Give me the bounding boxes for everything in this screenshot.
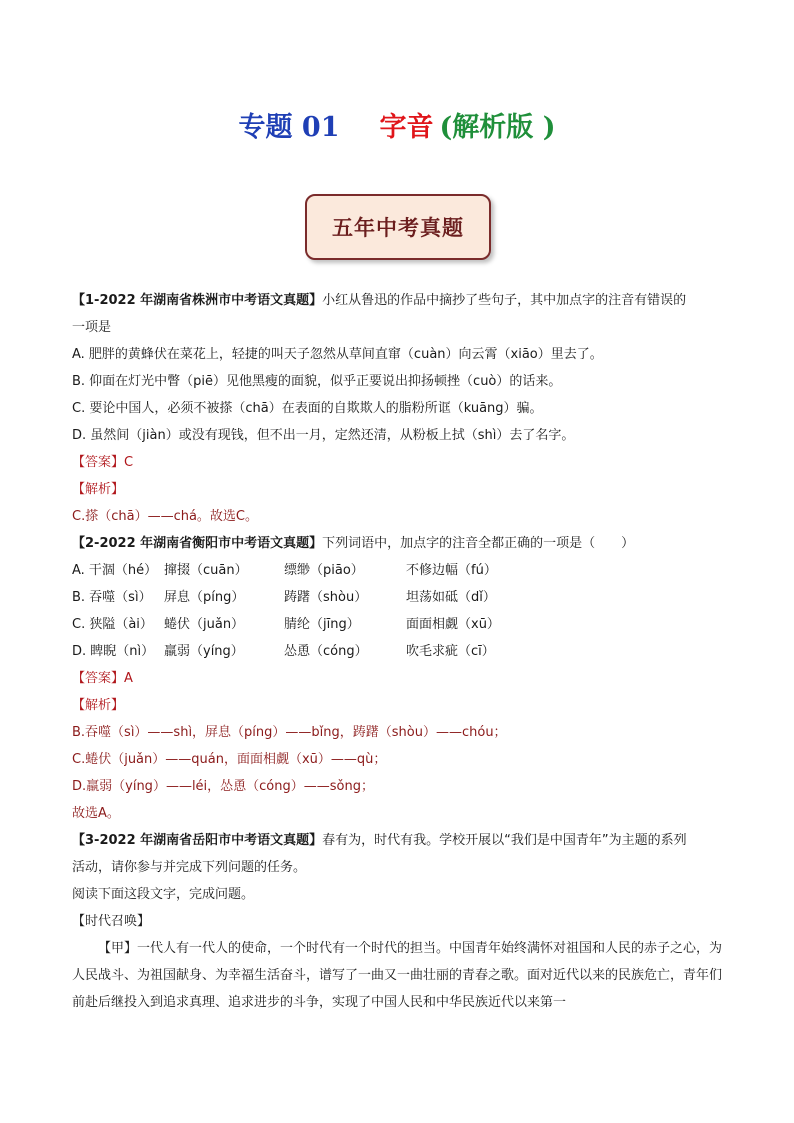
q2-word: C. 狭隘（ài） <box>72 617 153 632</box>
q3-stem-part1: 春有为，时代有我。学校开展以“我们是中国青年”为主题的系列 <box>322 833 687 848</box>
q2-word: A. 干涸（hé） <box>72 563 158 578</box>
q1-answer: 【答案】C <box>72 455 134 470</box>
q2-word: 吹毛求疵（cī） <box>406 644 495 659</box>
q2-analysis-line: C.蜷伏（juǎn）——quán，面面相觑（xū）——qù； <box>72 752 387 767</box>
q3-instruction: 阅读下面这段文字，完成问题。 <box>72 887 255 902</box>
q1-stem-line2: 一项是 <box>72 320 112 335</box>
q1-analysis-label: 【解析】 <box>72 482 125 497</box>
q2-analysis-line: D.羸弱（yíng）——léi，怂恿（cóng）——sǒng； <box>72 779 374 794</box>
q1-option-a: A. 肥胖的黄蜂伏在菜花上，轻捷的叫天子忽然从草间直窜（cuàn）向云霄（xiāo）里去了。 <box>72 347 603 362</box>
q2-option-row-a <box>72 557 724 584</box>
q3-passage: 【甲】一代人有一代人的使命，一个时代有一个时代的担当。中国青年始终满怀对祖国和人民的赤子之心，为人民战斗、为祖国献身、为幸福生活奋斗，谱写了一曲又一曲壮丽的青春之歌。面对近代以来的民族危亡，青年们前赴后继投入到追求真理、追求进步的斗争，实现了中国人民和中华民族近代以来第一 <box>72 941 723 1010</box>
q2-analysis-conclusion: 故选A。 <box>72 806 120 821</box>
q1-option-d: D. 虽然间（jiàn）或没有现钱，但不出一月，定然还清，从粉板上拭（shì）去了名字。 <box>72 428 575 443</box>
section-heading-box <box>305 194 491 260</box>
q1-stem-line1 <box>72 287 724 314</box>
q2-word: 屏息（píng） <box>164 590 245 605</box>
q2-word: D. 睥睨（nì） <box>72 644 155 659</box>
q2-word: 缥缈（piāo） <box>284 563 364 578</box>
page-title <box>0 105 794 144</box>
q2-analysis-label: 【解析】 <box>72 698 125 713</box>
title-topic-number: 专题 01 <box>238 112 340 143</box>
q2-word: 羸弱（yíng） <box>164 644 244 659</box>
q2-analysis-line: B.吞噬（sì）——shì，屏息（píng）——bǐng，踌躇（shòu）——chóu； <box>72 725 507 740</box>
q1-source: 【1-2022 年湖南省株洲市中考语文真题】 <box>72 293 323 308</box>
title-version: (解析版 ) <box>439 112 556 143</box>
title-topic-name: 字音 <box>379 112 434 143</box>
q2-word: 踌躇（shòu） <box>284 590 368 605</box>
q2-stem-line <box>72 530 724 557</box>
q2-word: B. 吞噬（sì） <box>72 590 152 605</box>
q3-source: 【3-2022 年湖南省岳阳市中考语文真题】 <box>72 833 323 848</box>
q2-word: 不修边幅（fú） <box>406 563 497 578</box>
q2-option-row-d <box>72 638 724 665</box>
q2-answer: 【答案】A <box>72 671 133 686</box>
q2-source: 【2-2022 年湖南省衡阳市中考语文真题】 <box>72 536 323 551</box>
document-body <box>72 287 724 1016</box>
q3-stem-line1 <box>72 827 724 854</box>
q1-stem-part1: 小红从鲁迅的作品中摘抄了些句子，其中加点字的注音有错误的 <box>322 293 687 308</box>
q1-analysis-text: C.搽（chā）——chá。故选C。 <box>72 509 258 524</box>
q1-option-c: C. 要论中国人，必须不被搽（chā）在表面的自欺欺人的脂粉所诓（kuāng）骗。 <box>72 401 543 416</box>
q2-word: 怂恿（cóng） <box>284 644 368 659</box>
q2-word: 腈纶（jīng） <box>284 617 360 632</box>
q2-word: 撺掇（cuān） <box>164 563 248 578</box>
q2-word: 坦荡如砥（dǐ） <box>406 590 496 605</box>
section-heading: 五年中考真题 <box>332 215 464 240</box>
q2-stem: 下列词语中，加点字的注音全都正确的一项是（ ） <box>322 536 635 551</box>
q2-word: 面面相觑（xū） <box>406 617 500 632</box>
q2-option-row-b <box>72 584 724 611</box>
q3-stem-line2: 活动，请你参与并完成下列问题的任务。 <box>72 860 307 875</box>
q2-option-row-c <box>72 611 724 638</box>
q1-option-b: B. 仰面在灯光中瞥（piē）见他黑瘦的面貌，似乎正要说出抑扬顿挫（cuò）的话来。 <box>72 374 562 389</box>
q3-subheading: 【时代召唤】 <box>72 914 151 929</box>
q2-word: 蜷伏（juǎn） <box>164 617 245 632</box>
